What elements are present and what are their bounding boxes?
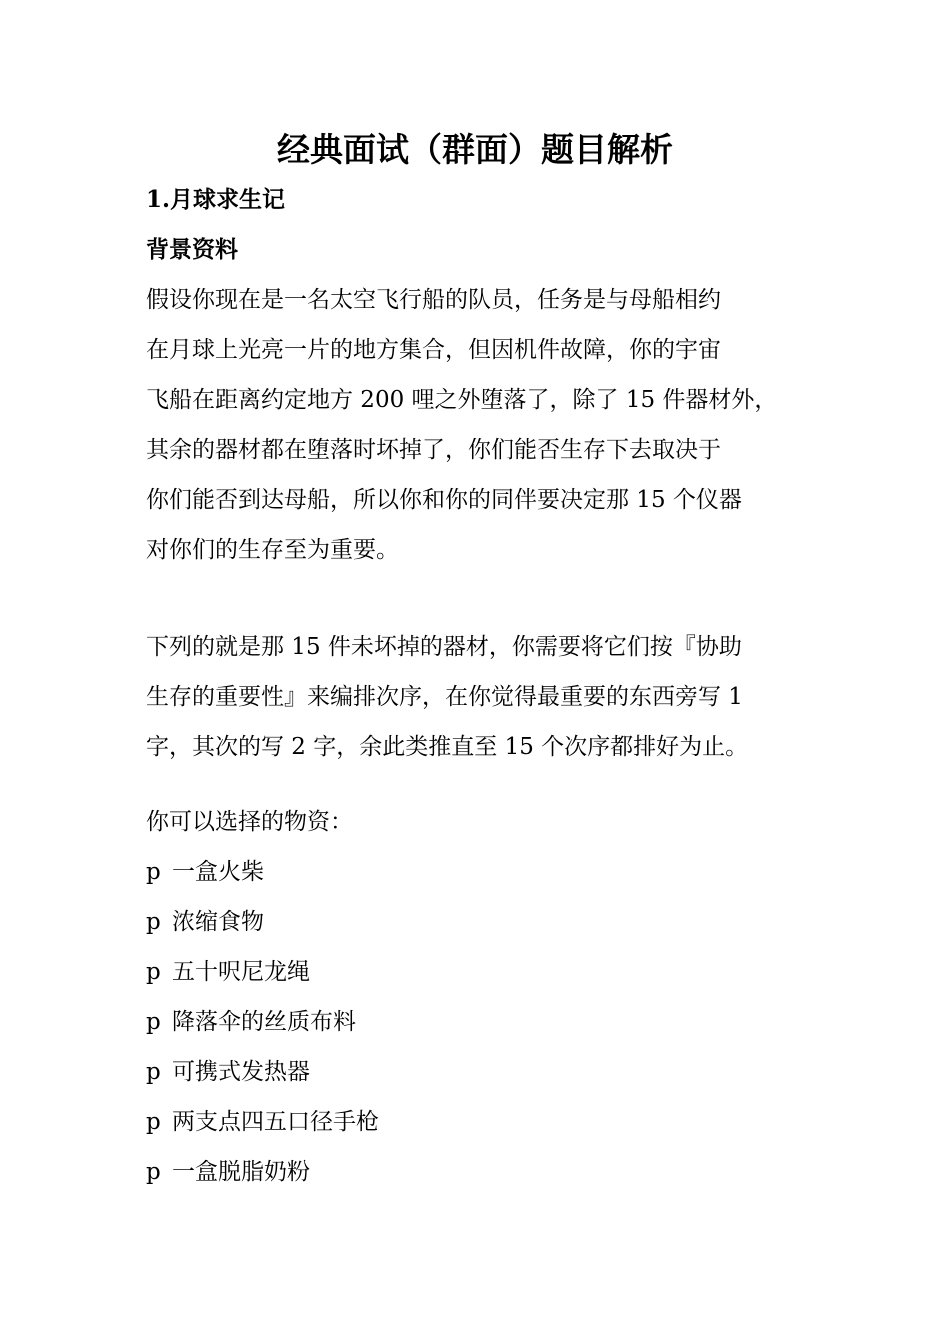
paragraph-line: 在月球上光亮一片的地方集合，但因机件故障，你的宇宙 bbox=[146, 337, 721, 363]
paragraph-line: 飞船在距离约定地方 200 哩之外堕落了，除了 15 件器材外， bbox=[146, 387, 778, 413]
section-heading: 1.月球求生记 bbox=[146, 186, 286, 213]
list-item bbox=[146, 1097, 379, 1147]
background-heading: 背景资料 bbox=[146, 236, 238, 263]
item-label: 降落伞的丝质布料 bbox=[172, 1009, 356, 1035]
document-title: 经典面试（群面）题目解析 bbox=[277, 130, 673, 169]
item-label: 浓缩食物 bbox=[172, 909, 264, 935]
item-label: 两支点四五口径手枪 bbox=[172, 1109, 379, 1135]
paragraph-line: 你们能否到达母船，所以你和你的同伴要决定那 15 个仪器 bbox=[146, 487, 742, 513]
list-item bbox=[146, 997, 379, 1047]
list-item bbox=[146, 947, 379, 997]
items-list bbox=[146, 847, 379, 1197]
list-item bbox=[146, 897, 379, 947]
list-item bbox=[146, 847, 379, 897]
paragraph-line: 对你们的生存至为重要。 bbox=[146, 537, 399, 563]
list-item bbox=[146, 1047, 379, 1097]
item-label: 可携式发热器 bbox=[172, 1059, 310, 1085]
paragraph-line: 下列的就是那 15 件未坏掉的器材，你需要将它们按『协助 bbox=[146, 634, 742, 660]
paragraph-line: 字，其次的写 2 字，余此类推直至 15 个次序都排好为止。 bbox=[146, 734, 749, 760]
bullet-marker: p bbox=[146, 959, 161, 985]
instructions-paragraph bbox=[146, 622, 826, 772]
item-label: 五十呎尼龙绳 bbox=[172, 959, 310, 985]
item-label: 一盒脱脂奶粉 bbox=[172, 1159, 310, 1185]
bullet-marker: p bbox=[146, 1109, 161, 1135]
paragraph-line: 生存的重要性』来编排次序，在你觉得最重要的东西旁写 1 bbox=[146, 684, 743, 710]
list-item bbox=[146, 1147, 379, 1197]
bullet-marker: p bbox=[146, 909, 161, 935]
bullet-marker: p bbox=[146, 859, 161, 885]
background-paragraph bbox=[146, 275, 826, 575]
bullet-marker: p bbox=[146, 1159, 161, 1185]
paragraph-line: 其余的器材都在堕落时坏掉了，你们能否生存下去取决于 bbox=[146, 437, 721, 463]
items-label: 你可以选择的物资： bbox=[146, 809, 353, 835]
bullet-marker: p bbox=[146, 1009, 161, 1035]
item-label: 一盒火柴 bbox=[172, 859, 264, 885]
paragraph-line: 假设你现在是一名太空飞行船的队员，任务是与母船相约 bbox=[146, 287, 721, 313]
bullet-marker: p bbox=[146, 1059, 161, 1085]
